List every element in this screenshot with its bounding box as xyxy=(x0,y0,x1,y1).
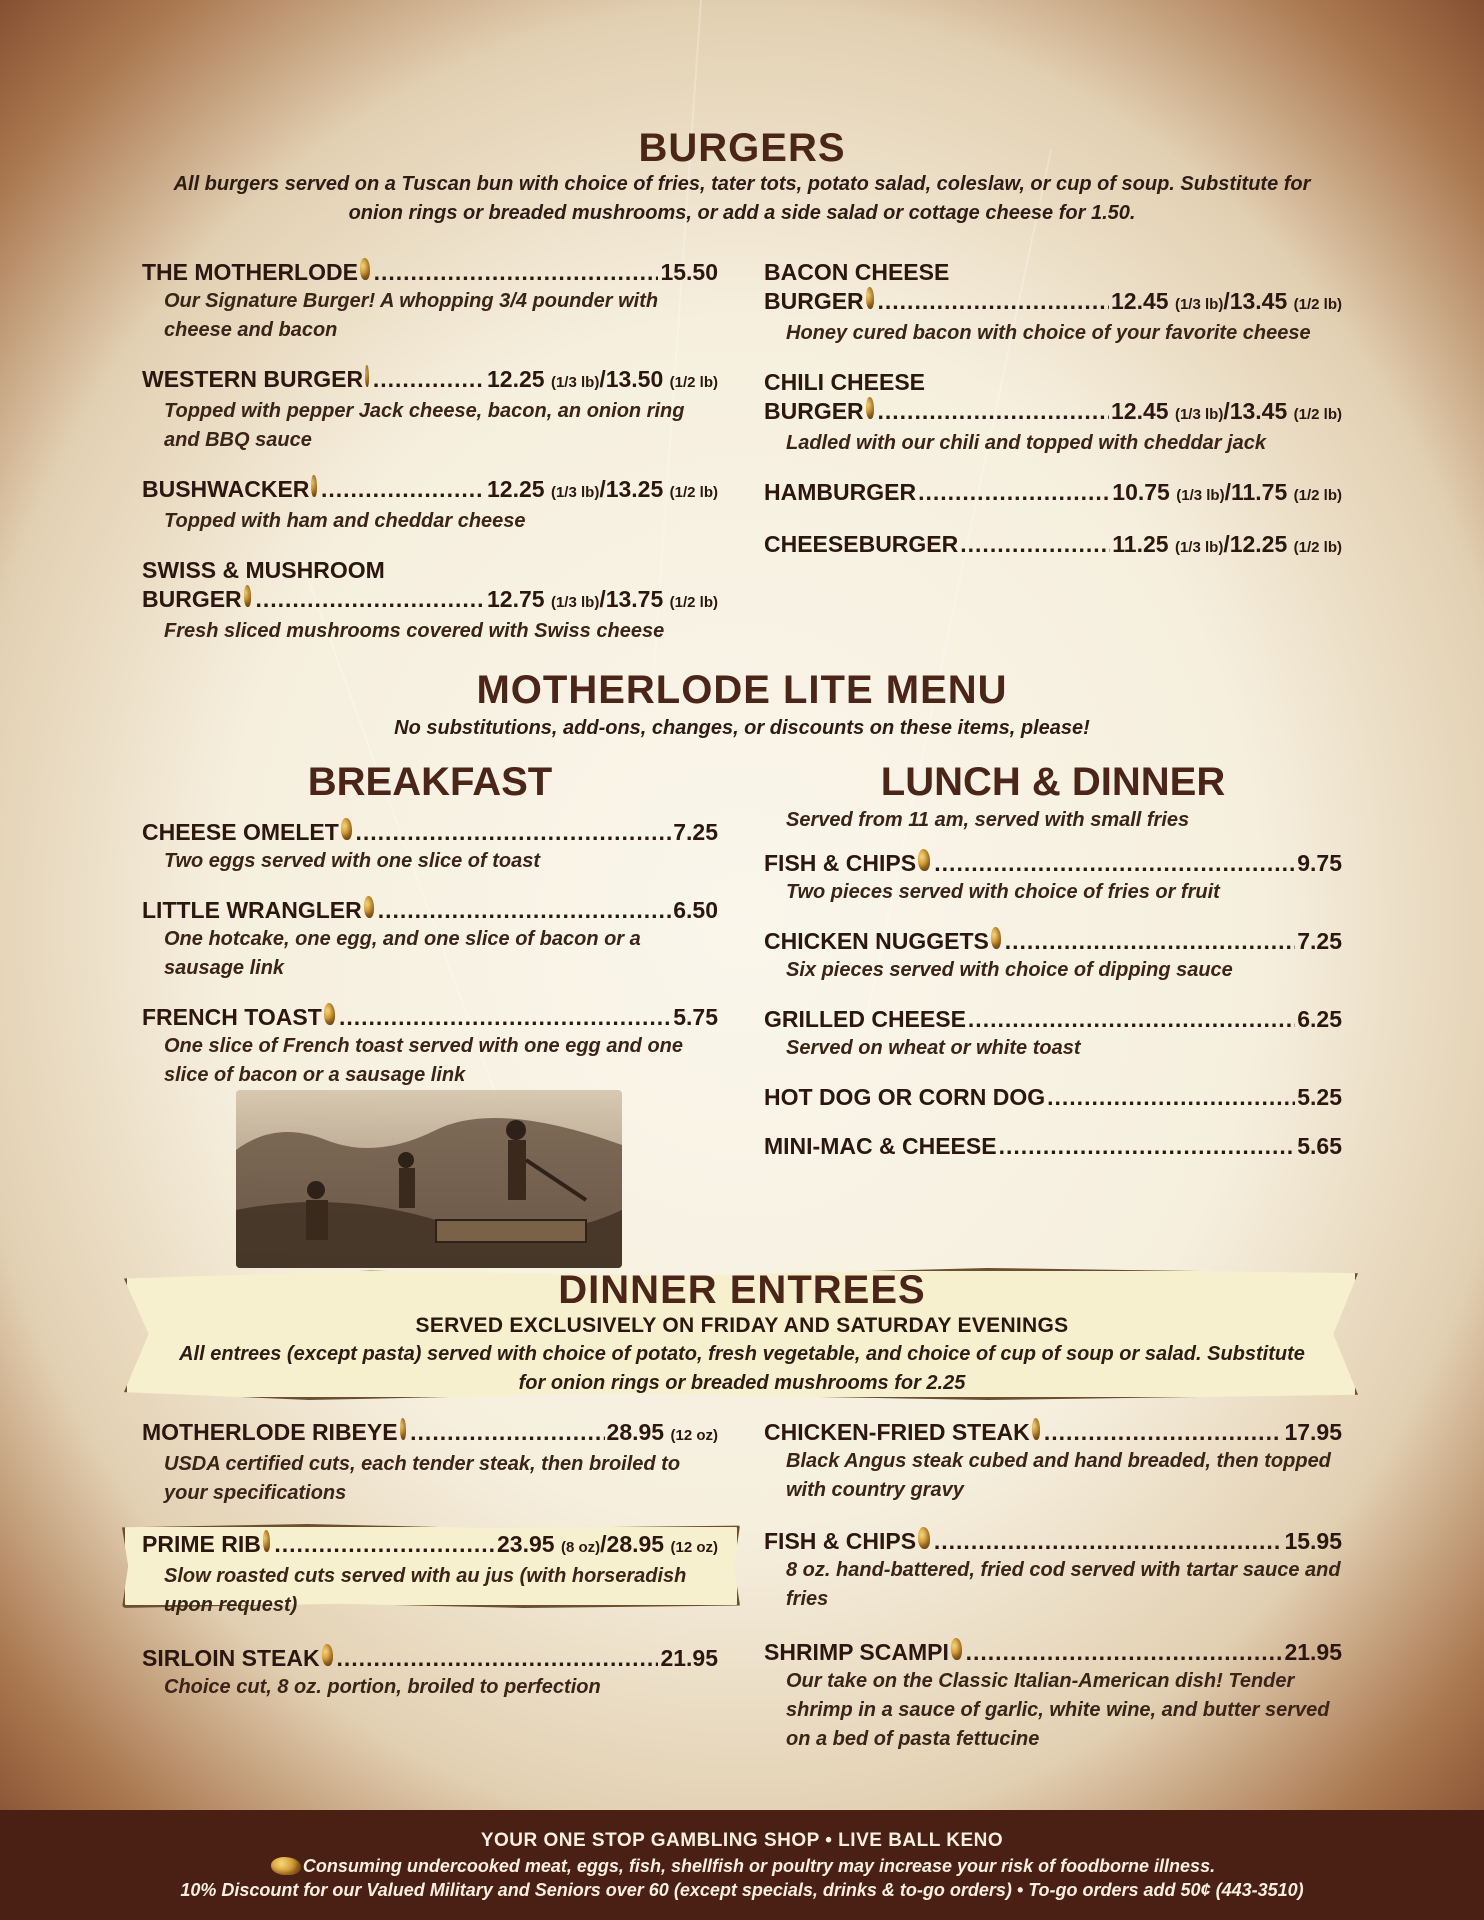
unit-label: (1/2 lb) xyxy=(669,374,718,391)
unit-label: (12 oz) xyxy=(670,1427,718,1444)
item-description: Slow roasted cuts served with au jus (with horseradish upon request) xyxy=(164,1565,687,1616)
menu-item xyxy=(142,258,718,345)
menu-item xyxy=(142,818,718,876)
item-price: 17.95 xyxy=(1284,1419,1342,1445)
leader-dots xyxy=(356,818,672,847)
item-name: LITTLE WRANGLER xyxy=(142,897,362,923)
price-third-lb: 10.75 xyxy=(1112,479,1170,505)
menu-item xyxy=(764,1418,1342,1505)
leader-dots xyxy=(255,585,485,614)
item-price xyxy=(487,585,718,617)
price-third-lb: 12.45 xyxy=(1111,288,1169,314)
unit-label: (1/2 lb) xyxy=(1293,487,1342,504)
menu-item xyxy=(142,896,718,983)
footer-warning-text: Consuming undercooked meat, eggs, fish, shellfish or poultry may increase your risk of foodborne illness. xyxy=(302,1856,1216,1876)
menu-item xyxy=(764,927,1342,985)
gold-nugget-icon xyxy=(311,475,317,497)
unit-label: (1/2 lb) xyxy=(1293,296,1342,313)
leader-dots xyxy=(410,1418,604,1447)
item-description: Black Angus steak cubed and hand breaded, then topped with country gravy xyxy=(786,1450,1331,1501)
leader-dots xyxy=(966,1638,1283,1667)
dinner-subtitle: SERVED EXCLUSIVELY ON FRIDAY AND SATURDAY EVENINGS xyxy=(415,1314,1069,1337)
item-description: Honey cured bacon with choice of your favorite cheese xyxy=(786,322,1311,344)
gold-nugget-icon xyxy=(918,1527,930,1549)
menu-item xyxy=(142,475,718,536)
item-description: Two pieces served with choice of fries or fruit xyxy=(786,881,1220,903)
dinner-title: DINNER ENTREES xyxy=(558,1268,926,1312)
item-name: BURGER xyxy=(764,398,864,424)
item-name: CHEESE OMELET xyxy=(142,819,339,845)
unit-label: (1/3 lb) xyxy=(550,374,600,391)
item-name: FRENCH TOAST xyxy=(142,1004,322,1030)
unit-label: (8 oz) xyxy=(560,1539,601,1556)
price-half-lb: /13.50 xyxy=(599,366,664,392)
item-name: GRILLED CHEESE xyxy=(764,1006,966,1032)
price-third-lb: 12.45 xyxy=(1111,398,1169,424)
dinner-right-column xyxy=(764,1418,1342,1774)
item-price xyxy=(607,1418,718,1450)
item-name: SIRLOIN STEAK xyxy=(142,1645,320,1671)
item-name-line1: BACON CHEESE xyxy=(764,259,950,285)
item-price xyxy=(1111,397,1342,429)
item-price xyxy=(487,475,718,507)
price-third-lb: 11.25 xyxy=(1112,531,1169,557)
leader-dots xyxy=(934,849,1295,878)
item-description: Fresh sliced mushrooms covered with Swiss cheese xyxy=(164,620,665,642)
leader-dots xyxy=(999,1132,1296,1161)
gold-nugget-icon xyxy=(866,397,874,419)
item-name: BUSHWACKER xyxy=(142,476,310,502)
price-half-lb: /13.45 xyxy=(1223,398,1288,424)
dinner-note: All entrees (except pasta) served with choice of potato, fresh vegetable, and choice of cup of soup or salad. Substitute for onion rings or breaded mushrooms for 2.25 xyxy=(179,1343,1305,1394)
item-name: BURGER xyxy=(764,288,864,314)
lite-menu-subtitle: No substitutions, add-ons, changes, or discounts on these items, please! xyxy=(394,717,1090,739)
item-price: 5.75 xyxy=(673,1004,718,1030)
leader-dots xyxy=(373,365,485,394)
item-name-line1: CHILI CHEESE xyxy=(764,369,926,395)
menu-item xyxy=(764,1083,1342,1112)
unit-label: (1/2 lb) xyxy=(669,594,718,611)
item-name: HOT DOG OR CORN DOG xyxy=(764,1084,1046,1110)
burgers-left-column xyxy=(142,258,718,666)
unit-label: (1/3 lb) xyxy=(550,484,600,501)
item-description: Our Signature Burger! A whopping 3/4 pounder with cheese and bacon xyxy=(164,290,659,341)
item-price: 5.65 xyxy=(1297,1133,1342,1159)
price-third-lb: 12.25 xyxy=(487,476,545,502)
item-price: 21.95 xyxy=(1284,1639,1342,1665)
item-description: Topped with pepper Jack cheese, bacon, an onion ring and BBQ sauce xyxy=(164,400,685,451)
leader-dots xyxy=(968,1005,1295,1034)
gold-nugget-icon xyxy=(364,896,374,918)
item-description: One slice of French toast served with one egg and one slice of bacon or a sausage link xyxy=(164,1035,683,1086)
menu-item xyxy=(142,365,718,455)
item-description: Topped with ham and cheddar cheese xyxy=(164,510,526,532)
item-description: USDA certified cuts, each tender steak, then broiled to your specifications xyxy=(164,1453,681,1504)
item-name: BURGER xyxy=(142,586,242,612)
burgers-right-column xyxy=(764,258,1342,582)
item-price: 5.25 xyxy=(1297,1084,1342,1110)
item-name: FISH & CHIPS xyxy=(764,1528,917,1554)
menu-item xyxy=(764,1527,1342,1614)
gold-nugget-icon xyxy=(918,849,930,871)
menu-item xyxy=(142,1003,718,1090)
leader-dots xyxy=(878,397,1110,426)
lunch-dinner-title: LUNCH & DINNER xyxy=(880,760,1226,804)
lite-menu-title: MOTHERLODE LITE MENU xyxy=(476,668,1008,712)
menu-item xyxy=(764,1005,1342,1063)
item-description: Two eggs served with one slice of toast xyxy=(164,850,541,872)
item-name: MOTHERLODE RIBEYE xyxy=(142,1419,398,1445)
item-price xyxy=(487,365,718,397)
breakfast-title: BREAKFAST xyxy=(307,760,553,804)
gold-nugget-icon xyxy=(991,927,1001,949)
menu-item xyxy=(764,258,1342,348)
gold-nugget-icon xyxy=(400,1418,407,1440)
gold-nugget-icon xyxy=(951,1638,962,1660)
menu-item xyxy=(142,1530,718,1620)
item-name: FISH & CHIPS xyxy=(764,850,917,876)
item-name: CHEESEBURGER xyxy=(764,531,959,557)
lunch-dinner-subtitle: Served from 11 am, served with small fries xyxy=(786,809,1190,831)
item-name: THE MOTHERLODE xyxy=(142,259,358,285)
item-price xyxy=(1112,478,1342,510)
unit-label: (1/3 lb) xyxy=(550,594,600,611)
price-third-lb: 12.75 xyxy=(487,586,545,612)
leader-dots xyxy=(378,896,672,925)
leader-dots xyxy=(337,1644,659,1673)
menu-item xyxy=(764,530,1342,562)
leader-dots xyxy=(321,475,485,504)
price-third-lb: 12.25 xyxy=(487,366,545,392)
lunch-dinner-column xyxy=(764,758,1342,1181)
item-price: 15.50 xyxy=(660,259,718,285)
unit-label: (1/2 lb) xyxy=(669,484,718,501)
item-price: 21.95 xyxy=(660,1645,718,1671)
burgers-subtitle: All burgers served on a Tuscan bun with choice of fries, tater tots, potato salad, coleslaw, or cup of soup. Substitute for onion rings or breaded mushrooms, or add a side salad or cottage cheese for 1.50. xyxy=(173,173,1311,224)
price-half-lb: /12.25 xyxy=(1223,531,1288,557)
leader-dots xyxy=(934,1527,1283,1556)
item-name: WESTERN BURGER xyxy=(142,366,364,392)
unit-label: (1/2 lb) xyxy=(1293,539,1342,556)
unit-label: (1/3 lb) xyxy=(1176,487,1225,504)
item-name: SHRIMP SCAMPI xyxy=(764,1639,949,1665)
menu-item xyxy=(142,1644,718,1702)
item-description: One hotcake, one egg, and one slice of bacon or a sausage link xyxy=(164,928,641,979)
leader-dots xyxy=(1047,1083,1295,1112)
item-name: MINI-MAC & CHEESE xyxy=(764,1133,997,1159)
leader-dots xyxy=(1044,1418,1283,1447)
item-price xyxy=(1111,287,1342,319)
leader-dots xyxy=(374,258,659,287)
miners-illustration xyxy=(236,1090,622,1268)
gold-nugget-icon xyxy=(866,287,874,309)
gold-nugget-icon xyxy=(271,1857,301,1875)
price-12oz: /28.95 xyxy=(600,1531,665,1557)
footer-discount: 10% Discount for our Valued Military and Seniors over 60 (except specials, drinks & to-go orders) • To-go orders add 50¢ (443-3510) xyxy=(180,1880,1304,1900)
leader-dots xyxy=(878,287,1110,316)
item-price: 9.75 xyxy=(1297,850,1342,876)
item-price: 6.50 xyxy=(673,897,718,923)
menu-item xyxy=(764,849,1342,907)
unit-label: (1/3 lb) xyxy=(1174,296,1224,313)
gold-nugget-icon xyxy=(1032,1418,1040,1440)
footer-tagline: YOUR ONE STOP GAMBLING SHOP • LIVE BALL KENO xyxy=(480,1830,1004,1851)
gold-nugget-icon xyxy=(263,1530,270,1552)
unit-label: (1/3 lb) xyxy=(1174,539,1224,556)
item-description: Our take on the Classic Italian-American dish! Tender shrimp in a sauce of garlic, white wine, and butter served on a bed of pasta fettucine xyxy=(786,1670,1330,1750)
item-description: Ladled with our chili and topped with cheddar jack xyxy=(786,432,1267,454)
item-price: 7.25 xyxy=(673,819,718,845)
menu-item xyxy=(764,478,1342,510)
footer-warning xyxy=(0,1854,1484,1878)
item-description: Six pieces served with choice of dipping sauce xyxy=(786,959,1233,981)
menu-item xyxy=(764,1132,1342,1161)
item-name: CHICKEN NUGGETS xyxy=(764,928,989,954)
price-8oz: 23.95 xyxy=(497,1531,555,1557)
gold-nugget-icon xyxy=(322,1644,333,1666)
item-name: PRIME RIB xyxy=(142,1531,261,1557)
unit-label: (1/3 lb) xyxy=(1174,406,1224,423)
gold-nugget-icon xyxy=(365,365,369,387)
item-name: CHICKEN-FRIED STEAK xyxy=(764,1419,1030,1445)
item-name-line1: SWISS & MUSHROOM xyxy=(142,557,385,583)
gold-nugget-icon xyxy=(324,1003,335,1025)
price-value: 28.95 xyxy=(606,1419,665,1445)
menu-item xyxy=(764,1638,1342,1754)
item-name: HAMBURGER xyxy=(764,479,917,505)
gold-nugget-icon xyxy=(360,258,370,280)
price-half-lb: /13.45 xyxy=(1223,288,1288,314)
burgers-title: BURGERS xyxy=(638,126,846,170)
item-price: 15.95 xyxy=(1284,1528,1342,1554)
item-price: 7.25 xyxy=(1297,928,1342,954)
price-half-lb: /13.25 xyxy=(599,476,664,502)
price-half-lb: /13.75 xyxy=(599,586,664,612)
leader-dots xyxy=(274,1530,495,1559)
menu-item xyxy=(142,556,718,646)
menu-item xyxy=(142,1418,718,1508)
item-description: Served on wheat or white toast xyxy=(786,1037,1081,1059)
item-description: 8 oz. hand-battered, fried cod served with tartar sauce and fries xyxy=(786,1559,1341,1610)
unit-label: (12 oz) xyxy=(670,1539,718,1556)
unit-label: (1/2 lb) xyxy=(1293,406,1342,423)
item-price: 6.25 xyxy=(1297,1006,1342,1032)
item-description: Choice cut, 8 oz. portion, broiled to perfection xyxy=(164,1676,601,1698)
item-price xyxy=(497,1530,718,1562)
price-half-lb: /11.75 xyxy=(1224,479,1288,505)
gold-nugget-icon xyxy=(341,818,352,840)
dinner-left-column xyxy=(142,1418,718,1722)
leader-dots xyxy=(918,478,1110,507)
gold-nugget-icon xyxy=(244,585,252,607)
leader-dots xyxy=(960,530,1110,559)
item-price xyxy=(1112,530,1342,562)
leader-dots xyxy=(1005,927,1296,956)
leader-dots xyxy=(339,1003,671,1032)
menu-item xyxy=(764,368,1342,458)
footer xyxy=(0,1810,1484,1920)
breakfast-column xyxy=(142,758,718,1110)
